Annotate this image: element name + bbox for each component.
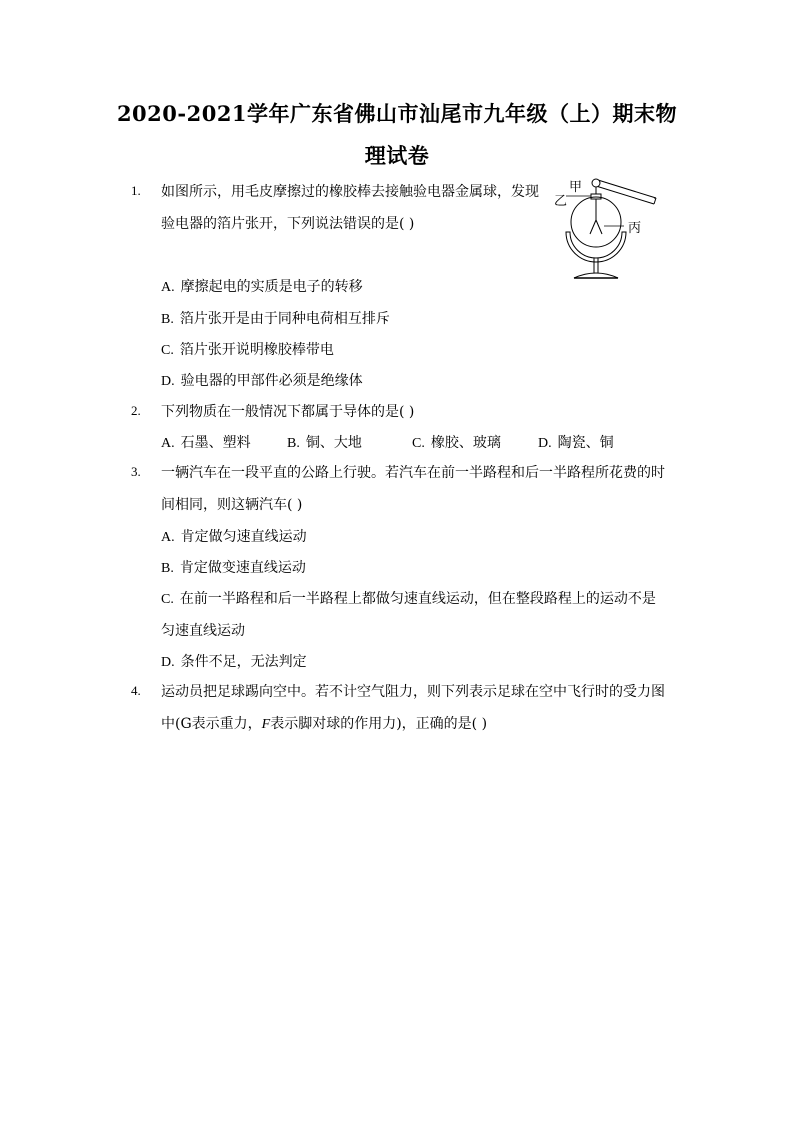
option-text: 验电器的甲部件必须是绝缘体 (180, 373, 363, 389)
question-2-option-d[interactable] (538, 432, 614, 452)
option-letter: A. (161, 530, 175, 545)
option-text: 在前一半路程和后一半路程上都做匀速直线运动，但在整段路程上的运动不是 (179, 591, 656, 607)
question-1-number: 1. (131, 183, 141, 198)
question-2-option-c[interactable] (412, 432, 501, 452)
option-text: 箔片张开说明橡胶棒带电 (179, 342, 334, 358)
option-letter: B. (161, 312, 174, 327)
option-letter: B. (287, 436, 300, 451)
title-line-1: 2020-2021学年广东省佛山市汕尾市九年级（上）期末物 (116, 101, 678, 126)
stem-part: 中(G表示重力， (161, 716, 262, 732)
option-letter: D. (161, 374, 175, 389)
force-symbol: F (261, 717, 271, 732)
option-text: 铜、大地 (305, 435, 362, 451)
question-2-option-a[interactable] (161, 432, 251, 452)
question-1-stem-line-2: 验电器的箔片张开，下列说法错误的是( ) (161, 216, 415, 232)
option-text: 箔片张开是由于同种电荷相互排斥 (179, 311, 390, 327)
question-3-option-a[interactable] (161, 526, 307, 546)
option-letter: B. (161, 561, 174, 576)
figure-label-bing: 丙 (628, 221, 642, 236)
question-4-stem-line-1: 运动员把足球踢向空中。若不计空气阻力，则下列表示足球在空中飞行时的受力图 (161, 684, 665, 700)
question-2-number: 2. (131, 403, 141, 418)
option-text: 肯定做变速直线运动 (179, 560, 306, 576)
question-4-number: 4. (131, 683, 141, 698)
title-line-2: 理试卷 (364, 143, 430, 168)
option-letter: C. (161, 592, 174, 607)
question-3-stem-line-2: 间相同，则这辆汽车( ) (161, 497, 303, 513)
question-1-option-b[interactable] (161, 308, 390, 328)
question-3-option-d[interactable] (161, 651, 307, 671)
question-4-stem-line-2 (161, 713, 487, 733)
question-2-stem-line-1: 下列物质在一般情况下都属于导体的是( ) (161, 404, 415, 420)
question-2-option-b[interactable] (287, 432, 362, 452)
question-1-stem-line-1: 如图所示，用毛皮摩擦过的橡胶棒去接触验电器金属球，发现 (161, 184, 539, 200)
option-letter: D. (161, 655, 175, 670)
option-text: 石墨、塑料 (180, 435, 251, 451)
question-1-option-a[interactable] (161, 276, 363, 296)
option-letter: C. (412, 436, 425, 451)
question-1-option-d[interactable] (161, 370, 363, 390)
option-letter: D. (538, 436, 552, 451)
option-text: 摩擦起电的实质是电子的转移 (180, 279, 363, 295)
option-letter: A. (161, 436, 175, 451)
question-3-stem-line-1: 一辆汽车在一段平直的公路上行驶。若汽车在前一半路程和后一半路程所花费的时 (161, 465, 665, 481)
option-letter: C. (161, 343, 174, 358)
question-3-number: 3. (131, 464, 141, 479)
electroscope-figure (552, 176, 662, 282)
stem-part: 表示脚对球的作用力)，正确的是( ) (270, 716, 488, 732)
option-text: 肯定做匀速直线运动 (180, 529, 307, 545)
figure-label-yi: 乙 (554, 194, 568, 209)
question-3-option-c-continued: 匀速直线运动 (161, 623, 245, 639)
question-1-option-c[interactable] (161, 339, 334, 359)
question-3-option-b[interactable] (161, 557, 306, 577)
question-3-option-c[interactable] (161, 588, 656, 608)
figure-label-jia: 甲 (569, 180, 583, 195)
option-text: 陶瓷、铜 (557, 435, 614, 451)
option-text: 橡胶、玻璃 (430, 435, 501, 451)
option-text: 条件不足，无法判定 (180, 654, 307, 670)
option-letter: A. (161, 280, 175, 295)
